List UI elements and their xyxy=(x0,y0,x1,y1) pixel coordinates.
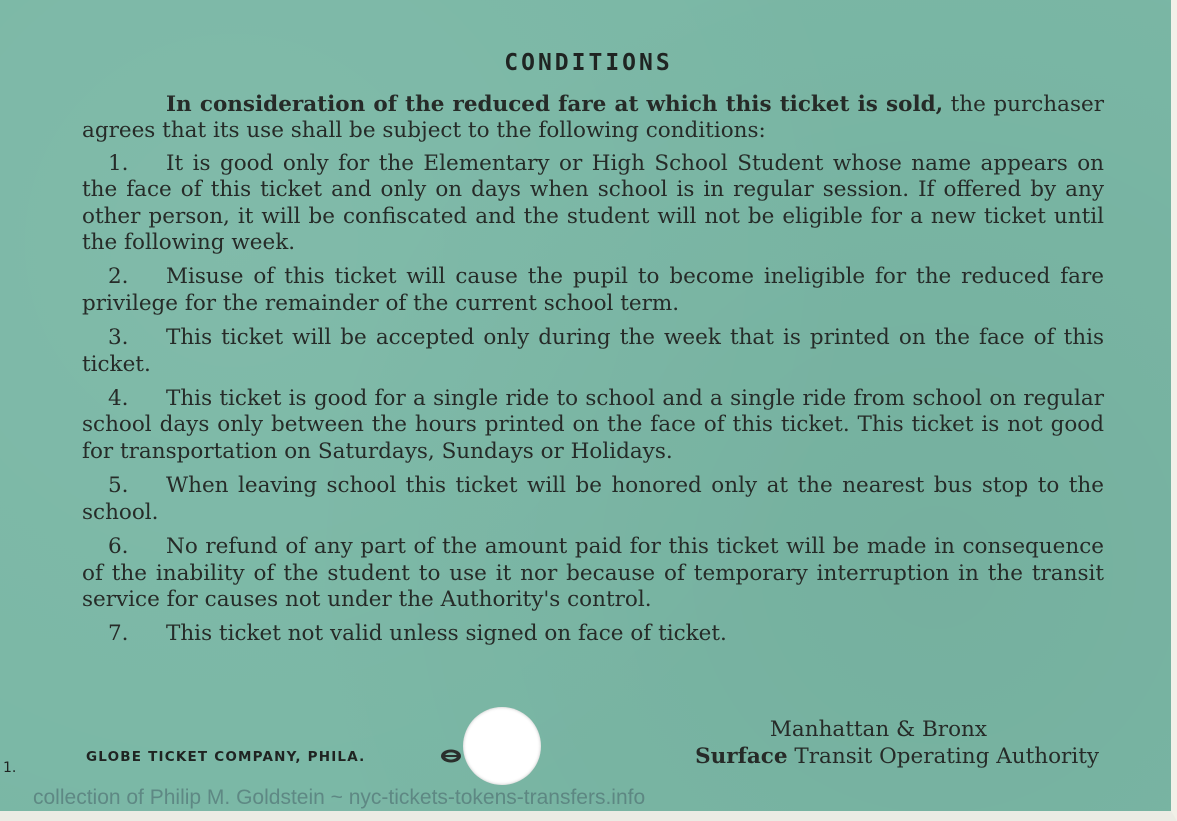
condition-text: This ticket will be accepted only during the week that is printed on the face of this ticket. xyxy=(82,325,1104,377)
corner-mark: 1. xyxy=(3,760,17,776)
condition-number: 3. xyxy=(108,325,129,351)
condition-text: No refund of any part of the amount paid for this ticket will be made in consequence of the inability of the student to use it nor because of temporary interruption in the transit service for causes not under the Authority's control. xyxy=(82,534,1104,612)
conditions-title: CONDITIONS xyxy=(504,50,673,76)
printer-imprint: GLOBE TICKET COMPANY, PHILA. xyxy=(86,749,366,765)
condition-number: 7. xyxy=(108,621,129,647)
authority-line-1: Manhattan & Bronx xyxy=(769,717,987,742)
condition-text: This ticket is good for a single ride to school and a single ride from school on regular school days only between the hours printed on the face of this ticket. This ticket is not good for transportation on Saturdays, Sundays or Holidays. xyxy=(82,386,1104,464)
condition-number: 1. xyxy=(108,150,129,176)
condition-4 xyxy=(82,386,1104,465)
condition-2 xyxy=(82,264,1104,317)
condition-text: When leaving school this ticket will be honored only at the nearest bus stop to the school. xyxy=(82,473,1104,525)
condition-text: This ticket not valid unless signed on face of ticket. xyxy=(166,621,727,647)
condition-number: 2. xyxy=(108,264,129,290)
condition-6 xyxy=(82,534,1104,613)
condition-number: 6. xyxy=(108,534,129,560)
intro-paragraph xyxy=(82,92,1104,145)
condition-text: Misuse of this ticket will cause the pupil to become ineligible for the reduced fare privilege for the remainder of the current school term. xyxy=(82,264,1104,316)
intro-lead: In consideration of the reduced fare at which this ticket is sold, xyxy=(166,92,944,117)
authority-line-2 xyxy=(695,744,1099,769)
condition-1 xyxy=(82,151,1104,257)
condition-7 xyxy=(82,621,1104,647)
condition-number: 4. xyxy=(108,386,129,412)
condition-text: It is good only for the Elementary or High School Student whose name appears on the face of this ticket and only on days when school is in regular session. If offered by any other person, it will be confiscated and the student will not be eligible for a new ticket until the following week. xyxy=(82,150,1104,256)
authority-bold-word: Surface xyxy=(695,744,788,769)
condition-number: 5. xyxy=(108,473,129,499)
issuing-authority xyxy=(695,716,1099,770)
condition-5 xyxy=(82,473,1104,526)
collection-watermark: collection of Philip M. Goldstein ~ nyc-tickets-tokens-transfers.info xyxy=(33,786,646,809)
authority-line-2-rest: Transit Operating Authority xyxy=(787,744,1099,769)
intro-rest: the purchaser agrees that its use shall be subject to the following conditions: xyxy=(82,92,1104,144)
conditions-body xyxy=(82,92,1104,656)
condition-3 xyxy=(82,325,1104,378)
punch-hole xyxy=(463,707,541,785)
union-label-icon xyxy=(440,748,462,764)
